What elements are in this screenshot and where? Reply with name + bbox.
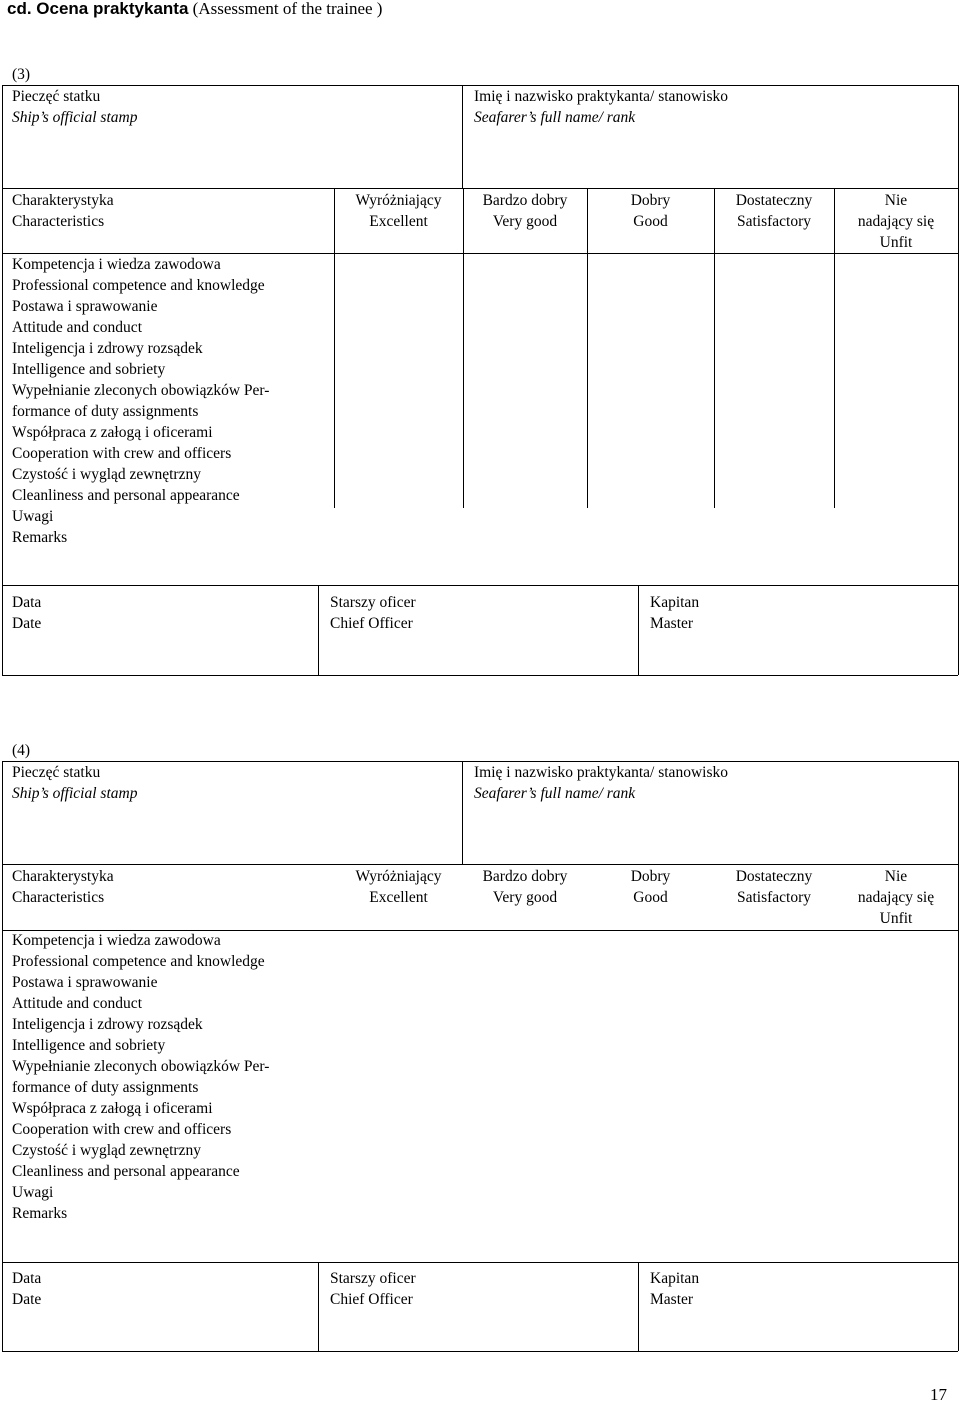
criterion-label: Cleanliness and personal appearance — [12, 1163, 240, 1180]
date-en: Date — [12, 1291, 42, 1308]
criterion-label: Kompetencja i wiedza zawodowa — [12, 256, 221, 273]
master-pl: Kapitan — [650, 1270, 700, 1287]
satisfactory-en: Satisfactory — [736, 889, 812, 906]
trainee-name-label — [474, 86, 728, 128]
characteristics-header — [12, 190, 114, 232]
criterion-label: Cooperation with crew and officers — [12, 445, 232, 462]
date-field — [12, 592, 41, 634]
ship-stamp-label — [12, 86, 137, 128]
heading-suffix: (Assessment of the trainee ) — [192, 0, 383, 18]
page-number: 17 — [930, 1385, 947, 1404]
criterion-label: Kompetencja i wiedza zawodowa — [12, 932, 221, 949]
grade-unfit-header — [834, 866, 958, 929]
remarks-label: Remarks — [12, 1205, 68, 1222]
grade-very-good-header — [463, 190, 587, 232]
criterion-label: formance of duty assignments — [12, 1079, 199, 1096]
criterion-label: Inteligencja i zdrowy rozsądek — [12, 1016, 203, 1033]
criterion-label: Intelligence and sobriety — [12, 361, 166, 378]
remarks-label: Uwagi — [12, 1184, 54, 1201]
excellent-en: Excellent — [369, 213, 428, 230]
very-good-pl: Bardzo dobry — [482, 192, 568, 209]
good-en: Good — [633, 213, 668, 230]
excellent-pl: Wyróżniający — [355, 868, 442, 885]
grade-excellent-header — [334, 190, 463, 232]
grade-very-good-header — [463, 866, 587, 908]
criterion-label: Inteligencja i zdrowy rozsądek — [12, 340, 203, 357]
criterion-label: formance of duty assignments — [12, 403, 199, 420]
trainee-name-pl: Imię i nazwisko praktykanta/ stanowisko — [474, 764, 728, 781]
criterion-label: Intelligence and sobriety — [12, 1037, 166, 1054]
criterion-label: Postawa i sprawowanie — [12, 974, 158, 991]
master-en: Master — [650, 1291, 694, 1308]
master-en: Master — [650, 615, 694, 632]
very-good-en: Very good — [492, 213, 558, 230]
criterion-label: Professional competence and knowledge — [12, 277, 265, 294]
grade-satisfactory-header — [714, 866, 834, 908]
criterion-label: Professional competence and knowledge — [12, 953, 265, 970]
excellent-en: Excellent — [369, 889, 428, 906]
date-en: Date — [12, 615, 42, 632]
heading-prefix: cd. Ocena praktykanta — [7, 0, 189, 18]
characteristics-pl: Charakterystyka — [12, 868, 114, 885]
characteristics-en: Characteristics — [12, 213, 105, 230]
unfit-pl-2: nadający się — [857, 889, 935, 906]
trainee-name-label — [474, 762, 728, 804]
chief-officer-en: Chief Officer — [330, 1291, 413, 1308]
good-en: Good — [633, 889, 668, 906]
characteristics-header — [12, 866, 114, 908]
grade-unfit-header — [834, 190, 958, 253]
criteria-list — [12, 254, 269, 548]
very-good-pl: Bardzo dobry — [482, 868, 568, 885]
criterion-label: Czystość i wygląd zewnętrzny — [12, 466, 201, 483]
chief-officer-en: Chief Officer — [330, 615, 413, 632]
chief-officer-field — [330, 592, 416, 634]
ship-stamp-label — [12, 762, 137, 804]
unfit-pl-1: Nie — [884, 868, 908, 885]
criterion-label: Czystość i wygląd zewnętrzny — [12, 1142, 201, 1159]
ship-stamp-pl: Pieczęć statku — [12, 88, 101, 105]
criterion-label: Attitude and conduct — [12, 319, 142, 336]
section-number: (4) — [12, 742, 31, 759]
date-field — [12, 1268, 41, 1310]
criteria-list — [12, 930, 269, 1224]
criterion-label: Wypełnianie zleconych obowiązków Per- — [12, 1058, 270, 1075]
remarks-label: Uwagi — [12, 508, 54, 525]
trainee-name-pl: Imię i nazwisko praktykanta/ stanowisko — [474, 88, 728, 105]
good-pl: Dobry — [630, 868, 671, 885]
criterion-label: Cooperation with crew and officers — [12, 1121, 232, 1138]
grade-excellent-header — [334, 866, 463, 908]
unfit-en: Unfit — [879, 910, 913, 927]
chief-officer-field — [330, 1268, 416, 1310]
excellent-pl: Wyróżniający — [355, 192, 442, 209]
criterion-label: Współpraca z załogą i oficerami — [12, 1100, 213, 1117]
master-field — [650, 592, 699, 634]
satisfactory-pl: Dostateczny — [735, 868, 813, 885]
ship-stamp-en: Ship’s official stamp — [12, 109, 138, 126]
trainee-name-en: Seafarer’s full name/ rank — [474, 785, 636, 802]
characteristics-pl: Charakterystyka — [12, 192, 114, 209]
ship-stamp-en: Ship’s official stamp — [12, 785, 138, 802]
criterion-label: Postawa i sprawowanie — [12, 298, 158, 315]
criterion-label: Współpraca z załogą i oficerami — [12, 424, 213, 441]
date-pl: Data — [12, 594, 42, 611]
grade-good-header — [587, 190, 714, 232]
criterion-label: Cleanliness and personal appearance — [12, 487, 240, 504]
unfit-en: Unfit — [879, 234, 913, 251]
remarks-label: Remarks — [12, 529, 68, 546]
grade-good-header — [587, 866, 714, 908]
section-number: (3) — [12, 66, 31, 83]
ship-stamp-pl: Pieczęć statku — [12, 764, 101, 781]
satisfactory-en: Satisfactory — [736, 213, 812, 230]
master-pl: Kapitan — [650, 594, 700, 611]
page-heading — [7, 0, 382, 20]
trainee-name-en: Seafarer’s full name/ rank — [474, 109, 636, 126]
date-pl: Data — [12, 1270, 42, 1287]
chief-officer-pl: Starszy oficer — [330, 594, 416, 611]
unfit-pl-1: Nie — [884, 192, 908, 209]
unfit-pl-2: nadający się — [857, 213, 935, 230]
criterion-label: Attitude and conduct — [12, 995, 142, 1012]
criterion-label: Wypełnianie zleconych obowiązków Per- — [12, 382, 270, 399]
very-good-en: Very good — [492, 889, 558, 906]
good-pl: Dobry — [630, 192, 671, 209]
satisfactory-pl: Dostateczny — [735, 192, 813, 209]
chief-officer-pl: Starszy oficer — [330, 1270, 416, 1287]
master-field — [650, 1268, 699, 1310]
grade-satisfactory-header — [714, 190, 834, 232]
characteristics-en: Characteristics — [12, 889, 105, 906]
